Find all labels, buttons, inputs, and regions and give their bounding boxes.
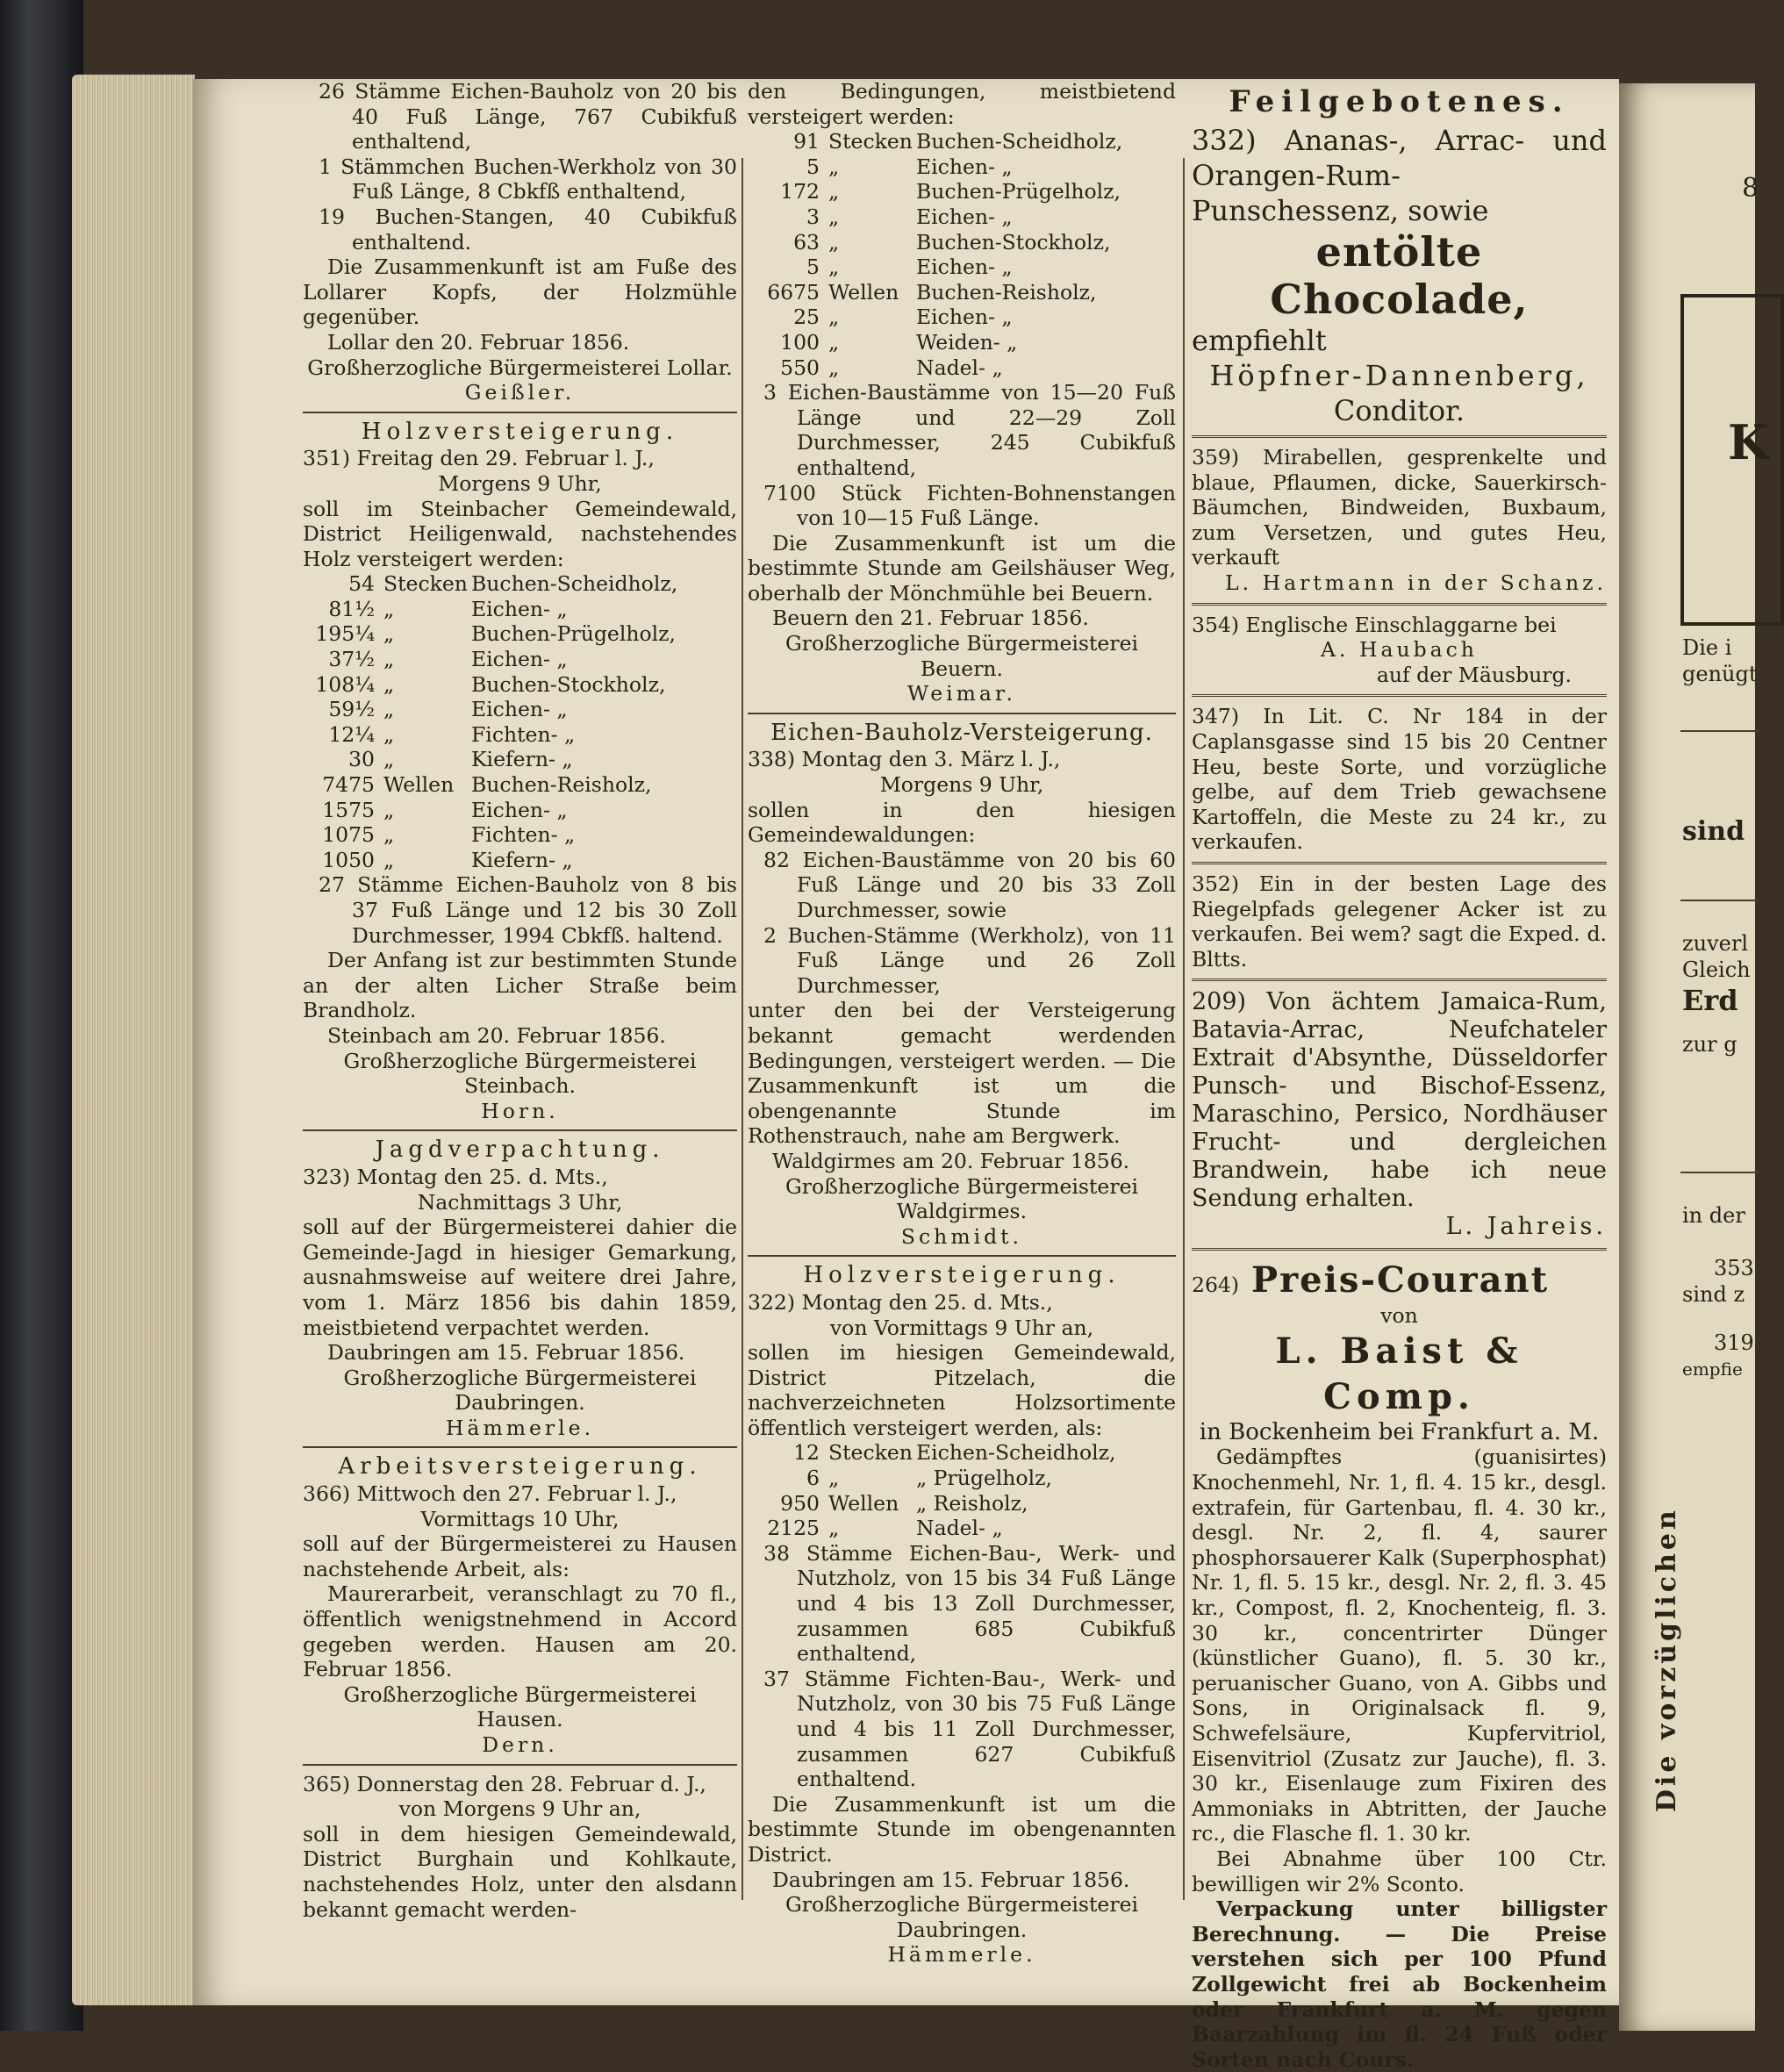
lot-quantity: 1050	[322, 847, 375, 872]
lot-kind: Buchen-Prügelholz,	[916, 179, 1121, 204]
lot-row	[748, 154, 1176, 180]
authority-line: Großherzogliche Bürgermeisterei Waldgirmes.	[785, 1173, 1138, 1224]
lot-kind: Nadel- „	[916, 1516, 1003, 1541]
advert-text: 209) Von ächtem Jamaica-Rum, Batavia-Arrac, Neufchateler Extrait d'Absynthe, Düsseldorfer Punsch- und Bischof-Essenz, Maraschino, Persico, Nordhäuser Frucht- und dergleichen Brandwein, habe ich neue Sendung erhalten.	[1192, 988, 1607, 1213]
signature: Geißler.	[464, 380, 576, 405]
advert-text: empfiehlt	[1192, 324, 1327, 357]
divider	[1680, 1172, 1759, 1173]
lot-text: 2 Buchen-Stämme (Werkholz), von 11 Fuß Länge und 26 Zoll Durchmesser,	[763, 922, 1176, 998]
authority-line: Großherzogliche Bürgermeisterei Daubringen.	[343, 1365, 697, 1416]
lot-row	[303, 798, 737, 823]
authority-line: Großherzogliche Bürgermeisterei Lollar.	[307, 355, 733, 380]
lot-kind: Fichten- „	[471, 721, 576, 747]
lot-row	[303, 571, 737, 597]
lot-text: 26 Stämme Eichen-Bauholz von 20 bis 40 Fuß Länge, 767 Cubikfuß enthaltend,	[319, 79, 737, 154]
lot-table	[748, 1440, 1176, 1540]
lot-kind: „ Prügelholz,	[916, 1466, 1052, 1491]
lot-row	[748, 355, 1176, 381]
advertiser-name: Höpfner-Dannenberg,	[1209, 359, 1589, 392]
lot-quantity: 12	[793, 1440, 820, 1466]
signature: Hämmerle.	[887, 1942, 1036, 1968]
advert-text: 347) In Lit. C. Nr 184 in der Caplansgasse sind 15 bis 20 Centner Heu, beste Sorte, und vorzügliche gelbe, auf dem Trieb gewachsene Kartoffeln, die Meste zu 24 kr., zu verkaufen.	[1192, 704, 1607, 855]
lot-row	[303, 621, 737, 647]
notice-text: soll in dem hiesigen Gemeindewald, District Burghain und Kohlkaute, nachstehendes Holz, unter den alsdann bekannt gemacht werden-	[303, 1821, 737, 1922]
lot-unit: „	[383, 647, 395, 672]
price-list-text: Gedämpftes (guanisirtes) Knochenmehl, Nr. 1, fl. 4. 15 kr., desgl. extrafein, für Gartenbau, fl. 4. 30 kr., desgl. Nr. 2, fl. 4, saurer phosphorsauerer Kalk (Superphosphat) Nr. 1, fl. 5. 15 kr., desgl. Nr. 2, fl. 3. 45 kr., Compost, fl. 2, Knochenteig, fl. 3. 30 kr., concentrirter Dünger (künstlicher Guano), fl. 5. 30 kr., peruanischer Guano, von A. Gibbs und Sons, in Originalsack fl. 9, Schwefelsäure, Kupfervitriol, Eisenvitriol (Zusatz zur Jauche), fl. 3. 30 kr., Eisenlauge zum Fixiren des Ammoniaks in Abtritten, der Jauche rc., die Flasche fl. 1. 30 kr.	[1192, 1445, 1607, 1846]
lot-row	[748, 330, 1176, 355]
page-number: 8	[1742, 173, 1759, 204]
lot-row	[748, 255, 1176, 280]
lot-kind: Eichen- „	[471, 697, 568, 722]
divider	[1192, 1248, 1607, 1251]
column-3	[1192, 79, 1607, 2072]
lot-unit: Wellen	[383, 772, 455, 798]
lot-unit: „	[828, 355, 840, 380]
lot-text: 7100 Stück Fichten-Bohnenstangen von 10—15 Fuß Länge.	[763, 480, 1176, 531]
lot-unit: „	[383, 822, 395, 848]
lot-table	[303, 571, 737, 872]
lot-kind: Buchen-Stockholz,	[916, 229, 1111, 255]
advert-text: 354) Englische Einschlaggarne bei	[1192, 612, 1557, 637]
notice-time: Vormittags 10 Uhr,	[420, 1506, 620, 1531]
lot-quantity: 5	[806, 255, 820, 280]
fragment-text: empfie	[1682, 1359, 1743, 1380]
signature: Horn.	[481, 1098, 559, 1123]
divider	[1192, 694, 1607, 697]
lot-row	[303, 722, 737, 748]
price-list-text: Bei Abnahme über 100 Ctr. bewilligen wir 2% Sconto.	[1192, 1846, 1607, 1896]
date-line: Waldgirmes am 20. Februar 1856.	[772, 1148, 1130, 1173]
signature: Dern.	[482, 1732, 558, 1757]
lot-kind: Fichten- „	[471, 822, 576, 848]
lot-kind: Eichen- „	[916, 154, 1013, 179]
notice-text: Die Zusammenkunft ist um die bestimmte Stunde am Geilshäuser Weg, oberhalb der Mönchmühle bei Beuern.	[748, 530, 1176, 606]
column-rule	[1183, 158, 1185, 1900]
firm-place: in Bockenheim bei Frankfurt a. M.	[1199, 1418, 1600, 1445]
lot-row	[748, 179, 1176, 204]
lot-kind: Eichen- „	[471, 596, 568, 621]
divider	[303, 1764, 737, 1766]
lot-quantity: 12¼	[328, 721, 375, 747]
lot-kind: Buchen-Scheidholz,	[916, 129, 1123, 154]
lot-quantity: 30	[348, 747, 375, 772]
lot-unit: „	[383, 797, 395, 822]
lot-text: 38 Stämme Eichen-Bau-, Werk- und Nutzholz, von 15 bis 34 Fuß Länge und 4 bis 13 Zoll Durchmesser, zusammen 685 Cubikfuß enthaltend,	[763, 1540, 1176, 1667]
lot-text: 1 Stämmchen Buchen-Werkholz von 30 Fuß Länge, 8 Cbkfß enthaltend,	[319, 154, 737, 204]
lot-quantity: 6	[806, 1466, 820, 1491]
lot-unit: „	[383, 847, 395, 872]
section-heading: Eichen-Bauholz-Versteigerung.	[770, 719, 1153, 746]
framed-box	[1680, 294, 1784, 626]
lot-quantity: 54	[348, 571, 375, 597]
fragment-text: genügt	[1682, 662, 1758, 686]
advertiser-name: L. Jahreis.	[1445, 1213, 1607, 1241]
authority-line: Großherzogliche Bürgermeisterei Daubringen.	[785, 1892, 1138, 1942]
lot-row	[748, 1516, 1176, 1541]
divider	[1680, 900, 1759, 901]
notice-text: sollen im hiesigen Gemeindewald, District Pitzelach, die nachverzeichneten Holzsortimente öffentlich versteigert werden, als:	[748, 1340, 1176, 1440]
lot-quantity: 5	[806, 154, 820, 179]
lot-unit: Stecken	[383, 571, 468, 597]
authority-line: Großherzogliche Bürgermeisterei Beuern.	[785, 631, 1138, 681]
lot-quantity: 25	[793, 305, 820, 330]
divider	[303, 1446, 737, 1448]
divider	[748, 1255, 1176, 1257]
lot-quantity: 81½	[328, 596, 375, 621]
section-heading: Feilgebotenes.	[1229, 84, 1570, 119]
lot-kind: Buchen-Reisholz,	[471, 772, 652, 798]
lot-unit: „	[828, 204, 840, 229]
notice-date: 366) Mittwoch den 27. Februar l. J.,	[303, 1481, 677, 1507]
advertiser-name: A. Haubach	[1321, 637, 1478, 663]
notice-text: Maurerarbeit, veranschlagt zu 70 fl., öffentlich wenigstnehmend in Accord gegeben werden. Hausen am 20. Februar 1856.	[303, 1581, 737, 1682]
lot-kind: Buchen-Prügelholz,	[471, 621, 676, 647]
lot-unit: „	[828, 1516, 840, 1541]
lot-kind: Eichen-Scheidholz,	[916, 1440, 1116, 1466]
fragment-text: 353	[1714, 1256, 1754, 1280]
notice-text: den Bedingungen, meistbietend versteigert werden:	[748, 79, 1176, 129]
advert-text: 332) Ananas-, Arrac- und Orangen-Rum-Punschessenz, sowie	[1192, 124, 1607, 227]
notice-date: 351) Freitag den 29. Februar l. J.,	[303, 446, 655, 471]
lot-row	[303, 697, 737, 722]
signature: Hämmerle.	[445, 1415, 595, 1440]
lot-row	[303, 647, 737, 672]
lot-table	[748, 129, 1176, 380]
notice-time: Morgens 9 Uhr,	[879, 772, 1044, 798]
fragment-text: Die i	[1682, 635, 1732, 660]
authority-line: Großherzogliche Bürgermeisterei Hausen.	[343, 1681, 697, 1732]
lot-text: 82 Eichen-Baustämme von 20 bis 60 Fuß Länge und 20 bis 33 Zoll Durchmesser, sowie	[763, 847, 1176, 922]
notice-text: Die Zusammenkunft ist am Fuße des Lollarer Kopfs, der Holzmühle gegenüber.	[303, 255, 737, 330]
price-list-von: von	[1380, 1303, 1418, 1329]
notice-text: Der Anfang ist zur bestimmten Stunde an der alten Licher Straße beim Brandholz.	[303, 948, 737, 1023]
page-edges	[72, 75, 195, 2005]
lot-kind: Buchen-Stockholz,	[471, 671, 666, 697]
lot-kind: Buchen-Reisholz,	[916, 279, 1097, 305]
advert-number: 264)	[1192, 1273, 1240, 1298]
lot-text: 37 Stämme Fichten-Bau-, Werk- und Nutzholz, von 30 bis 75 Fuß Länge und 4 bis 11 Zoll Durchmesser, zusammen 627 Cubikfuß enthaltend.	[763, 1666, 1176, 1792]
lot-unit: „	[383, 671, 395, 697]
price-list-title: Preis-Courant	[1251, 1259, 1550, 1301]
authority-line: Großherzogliche Bürgermeisterei Steinbach.	[343, 1048, 697, 1099]
lot-kind: Eichen- „	[916, 204, 1013, 229]
lot-unit: „	[828, 1466, 840, 1491]
fragment-text: sind z	[1682, 1282, 1745, 1307]
lot-quantity: 59½	[328, 697, 375, 722]
section-heading: Holzversteigerung.	[803, 1262, 1121, 1289]
lot-kind: Weiden- „	[916, 329, 1018, 355]
date-line: Daubringen am 15. Februar 1856.	[327, 1340, 685, 1366]
lot-unit: Stecken	[828, 129, 913, 154]
divider	[303, 412, 737, 413]
lot-kind: Kiefern- „	[471, 747, 573, 772]
lot-unit: Wellen	[828, 1490, 899, 1516]
divider	[1192, 435, 1607, 438]
lot-text: 3 Eichen-Baustämme von 15—20 Fuß Länge und 22—29 Zoll Durchmesser, 245 Cubikfuß enthaltend,	[763, 380, 1176, 480]
notice-date: 365) Donnerstag den 28. Februar d. J.,	[303, 1771, 706, 1796]
lot-kind: Buchen-Scheidholz,	[471, 571, 678, 597]
divider	[303, 1129, 737, 1131]
divider	[748, 713, 1176, 714]
column-rule	[742, 158, 743, 1900]
lot-text: 19 Buchen-Stangen, 40 Cubikfuß enthaltend.	[319, 204, 737, 255]
lot-row	[748, 1466, 1176, 1491]
lot-unit: „	[383, 747, 395, 772]
lot-row	[748, 1440, 1176, 1466]
firm-name: L. Baist & Comp.	[1275, 1330, 1523, 1417]
lot-row	[303, 772, 737, 798]
book-binding	[0, 0, 83, 2031]
lot-quantity: 1575	[322, 797, 375, 822]
lot-unit: „	[383, 697, 395, 722]
lot-kind: Eichen- „	[471, 797, 568, 822]
divider	[1192, 862, 1607, 864]
lot-unit: Stecken	[828, 1440, 913, 1466]
lot-quantity: 195¼	[315, 621, 375, 647]
notice-text: soll auf der Bürgermeisterei zu Hausen nachstehende Arbeit, als:	[303, 1531, 737, 1581]
lot-quantity: 7475	[322, 772, 375, 798]
lot-unit: „	[828, 305, 840, 330]
divider	[1192, 603, 1607, 606]
notice-time: Morgens 9 Uhr,	[438, 470, 602, 496]
price-list-text: Verpackung unter billigster Berechnung. — Die Preise verstehen sich per 100 Pfund Zollgewicht frei ab Bockenheim oder Frankfurt a. M. gegen Baarzahlung im fl. 24 Fuß oder Sorten nach Cours.	[1192, 1896, 1607, 2072]
lot-kind: Kiefern- „	[471, 847, 573, 872]
fragment-text: zur g	[1682, 1032, 1737, 1057]
lot-unit: Wellen	[828, 279, 899, 305]
lot-quantity: 91	[793, 129, 820, 154]
section-heading: Jagdverpachtung.	[375, 1136, 665, 1164]
section-heading: Arbeitsversteigerung.	[338, 1453, 702, 1481]
notice-time: Nachmittags 3 Uhr,	[417, 1189, 623, 1215]
advert-highlight: entölte Chocolade,	[1270, 228, 1529, 323]
date-line: Beuern den 21. Februar 1856.	[772, 606, 1089, 631]
lot-unit: „	[383, 621, 395, 647]
fragment-text: 319	[1714, 1330, 1754, 1355]
lot-quantity: 100	[780, 329, 820, 355]
lot-text: 27 Stämme Eichen-Bauholz von 8 bis 37 Fuß Länge und 12 bis 30 Zoll Durchmesser, 1994 Cbkfß. haltend.	[319, 872, 737, 948]
notice-text: soll im Steinbacher Gemeindewald, District Heiligenwald, nachstehendes Holz versteigert werden:	[303, 496, 737, 571]
box-letter: K	[1728, 414, 1769, 470]
advertiser-trade: Conditor.	[1333, 394, 1465, 427]
lot-quantity: 3	[806, 204, 820, 229]
lot-quantity: 37½	[328, 647, 375, 672]
lot-kind: Eichen- „	[916, 305, 1013, 330]
lot-row	[748, 230, 1176, 255]
notice-text: soll auf der Bürgermeisterei dahier die Gemeinde-Jagd in hiesiger Gemarkung, ausnahmsweise auf weitere drei Jahre, vom 1. März 1856 bis dahin 1859, meistbietend verpachtet werden.	[303, 1215, 737, 1340]
notice-text: unter den bei der Versteigerung bekannt gemacht werdenden Bedingungen, versteigert werden. — Die Zusammenkunft ist um die obengenannte Stunde im Rothenstrauch, nahe am Bergwerk.	[748, 998, 1176, 1149]
divider	[1192, 979, 1607, 981]
notice-text: Die Zusammenkunft ist um die bestimmte Stunde im obengenannten District.	[748, 1791, 1176, 1867]
notice-time: von Morgens 9 Uhr an,	[398, 1796, 641, 1822]
lot-unit: „	[828, 179, 840, 204]
fragment-text: zuverl	[1682, 931, 1749, 956]
lot-quantity: 6675	[767, 279, 820, 305]
lot-kind: „ Reisholz,	[916, 1490, 1028, 1516]
notice-time: von Vormittags 9 Uhr an,	[829, 1315, 1094, 1340]
section-heading: Holzversteigerung.	[361, 418, 679, 445]
column-2	[748, 79, 1176, 1968]
advert-text: 352) Ein in der besten Lage des Riegelpfads gelegener Acker ist zu verkaufen. Bei wem? sagt die Exped. d. Bltts.	[1192, 871, 1607, 971]
column-1	[303, 79, 737, 1922]
vertical-heading: Die vorzüglichen	[1651, 1507, 1682, 1812]
lot-row	[303, 822, 737, 848]
fragment-text: Erd	[1682, 984, 1738, 1017]
lot-row	[303, 848, 737, 873]
next-page-edge	[1619, 83, 1769, 2031]
advertiser-name: L. Hartmann in der Schanz.	[1225, 570, 1607, 595]
lot-kind: Eichen- „	[471, 647, 568, 672]
lot-row	[303, 747, 737, 772]
advert-text: 359) Mirabellen, gesprenkelte und blaue, Pflaumen, dicke, Sauerkirsch-Bäumchen, Bindweiden, Buxbaum, zum Versetzen, und gutes Heu, verkauft	[1192, 445, 1607, 570]
lot-row	[748, 129, 1176, 154]
signature: Schmidt.	[900, 1223, 1023, 1249]
date-line: Daubringen am 15. Februar 1856.	[772, 1867, 1130, 1892]
lot-unit: „	[828, 229, 840, 255]
signature: Weimar.	[906, 681, 1017, 706]
lot-unit: „	[383, 596, 395, 621]
lot-quantity: 108¼	[315, 671, 375, 697]
fragment-text: in der	[1682, 1203, 1745, 1228]
lot-quantity: 950	[780, 1490, 820, 1516]
advertiser-address: auf der Mäusburg.	[1376, 662, 1572, 687]
lot-row	[748, 280, 1176, 305]
lot-row	[303, 597, 737, 622]
lot-unit: „	[828, 329, 840, 355]
lot-quantity: 172	[780, 179, 820, 204]
lot-unit: „	[828, 255, 840, 280]
lot-row	[303, 672, 737, 698]
lot-unit: „	[828, 154, 840, 179]
lot-quantity: 550	[780, 355, 820, 380]
notice-date: 323) Montag den 25. d. Mts.,	[303, 1164, 608, 1189]
fragment-text: Gleich	[1682, 957, 1751, 982]
lot-row	[748, 305, 1176, 330]
date-line: Lollar den 20. Februar 1856.	[327, 329, 630, 355]
lot-unit: „	[383, 721, 395, 747]
lot-kind: Eichen- „	[916, 255, 1013, 280]
lot-quantity: 2125	[767, 1516, 820, 1541]
divider	[1680, 730, 1759, 732]
lot-kind: Nadel- „	[916, 355, 1003, 380]
lot-row	[748, 204, 1176, 230]
fragment-text: sind	[1682, 816, 1745, 847]
lot-quantity: 63	[793, 229, 820, 255]
notice-text: sollen in den hiesigen Gemeindewaldungen:	[748, 797, 1176, 848]
date-line: Steinbach am 20. Februar 1856.	[327, 1022, 666, 1048]
notice-date: 322) Montag den 25. d. Mts.,	[748, 1289, 1053, 1315]
lot-row	[748, 1491, 1176, 1516]
notice-date: 338) Montag den 3. März l. J.,	[748, 747, 1061, 772]
lot-quantity: 1075	[322, 822, 375, 848]
